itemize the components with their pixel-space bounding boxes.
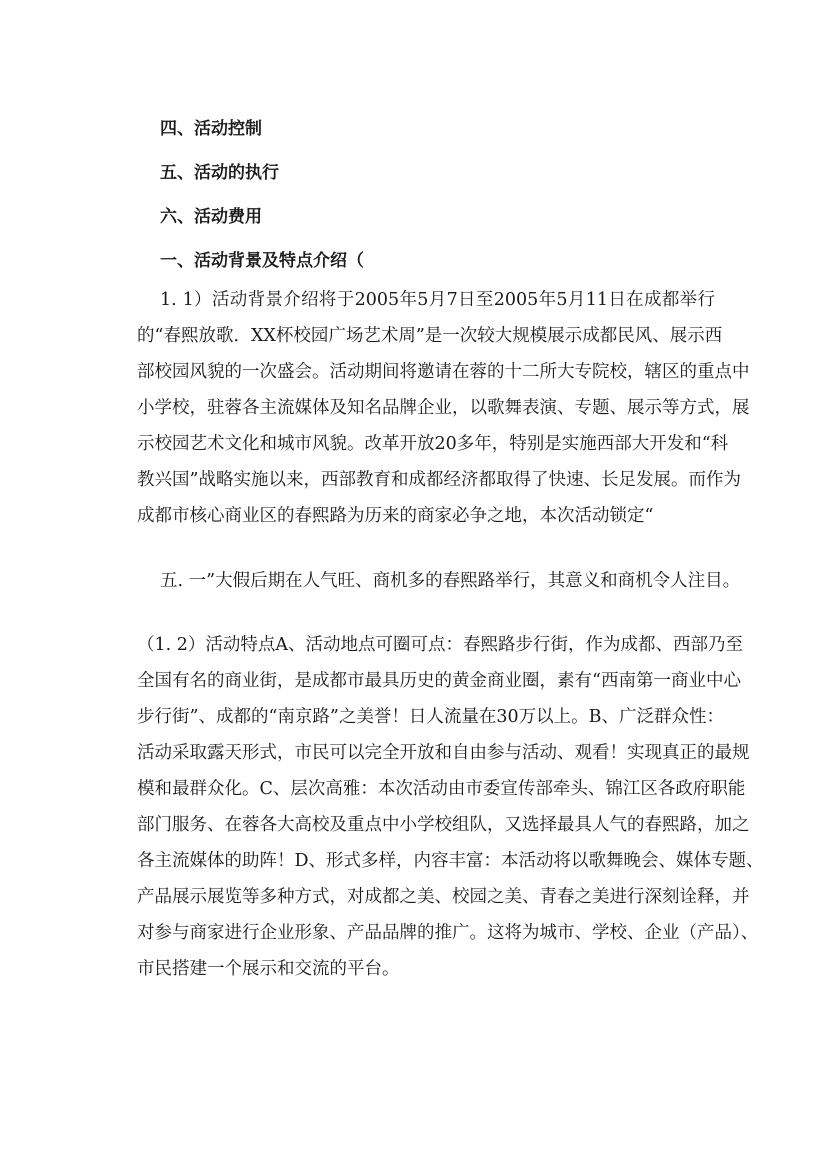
paragraph-line: 对参与商家进行企业形象、产品品牌的推广。这将为城市、学校、企业（产品）、 [137, 923, 759, 943]
paragraph-line: 市民搭建一个展示和交流的平台。 [137, 959, 400, 979]
paragraph-line: 部门服务、在蓉各大高校及重点中小学校组队，又选择最具人气的春熙路，加之 [137, 815, 750, 835]
paragraph-line: 成都市核心商业区的春熙路为历来的商家必争之地，本次活动锁定“ [137, 506, 654, 526]
paragraph-line: 教兴国”战略实施以来，西部教育和成都经济都取得了快速、长足发展。而作为 [137, 470, 741, 490]
paragraph-line: 示校园艺术文化和城市风貌。改革开放20多年，特别是实施西部大开发和“科 [137, 434, 729, 454]
heading-activity-execution: 五、活动的执行 [160, 163, 279, 183]
paragraph-line: 小学校，驻蓉各主流媒体及知名品牌企业，以歌舞表演、专题、展示等方式，展 [137, 398, 750, 418]
heading-background: 一、活动背景及特点介绍（ [160, 251, 364, 271]
paragraph-line: 五. 一”大假后期在人气旺、商机多的春熙路举行，其意义和商机令人注目。 [160, 571, 741, 591]
paragraph-line: 部校园风貌的一次盛会。活动期间将邀请在蓉的十二所大专院校，辖区的重点中 [137, 362, 750, 382]
paragraph-line: 模和最群众化。C、层次高雅：本次活动由市委宣传部牵头、锦江区各政府职能 [137, 779, 746, 799]
paragraph-line: 全国有名的商业街，是成都市最具历史的黄金商业圈，素有“西南第一商业中心 [137, 671, 741, 691]
paragraph-line: 1. 1）活动背景介绍将于2005年5月7日至2005年5月11日在成都举行 [160, 290, 715, 310]
paragraph-line: （1. 2）活动特点A、活动地点可圈可点：春熙路步行街，作为成都、西部乃至 [137, 635, 744, 655]
paragraph-line: 的“春熙放歌．XX杯校园广场艺术周”是一次较大规模展示成都民风、展示西 [137, 326, 723, 346]
paragraph-line: 各主流媒体的助阵！D、形式多样，内容丰富：本活动将以歌舞晚会、媒体专题、 [137, 851, 764, 871]
paragraph-line: 步行街”、成都的“南京路”之美誉！日人流量在30万以上。B、广泛群众性： [137, 707, 724, 727]
paragraph-line: 产品展示展览等多种方式，对成都之美、校园之美、青春之美进行深刻诠释，并 [137, 887, 750, 907]
paragraph-line: 活动采取露天形式，市民可以完全开放和自由参与活动、观看！实现真正的最规 [137, 743, 750, 763]
heading-activity-control: 四、活动控制 [160, 119, 262, 139]
heading-activity-cost: 六、活动费用 [160, 207, 262, 227]
